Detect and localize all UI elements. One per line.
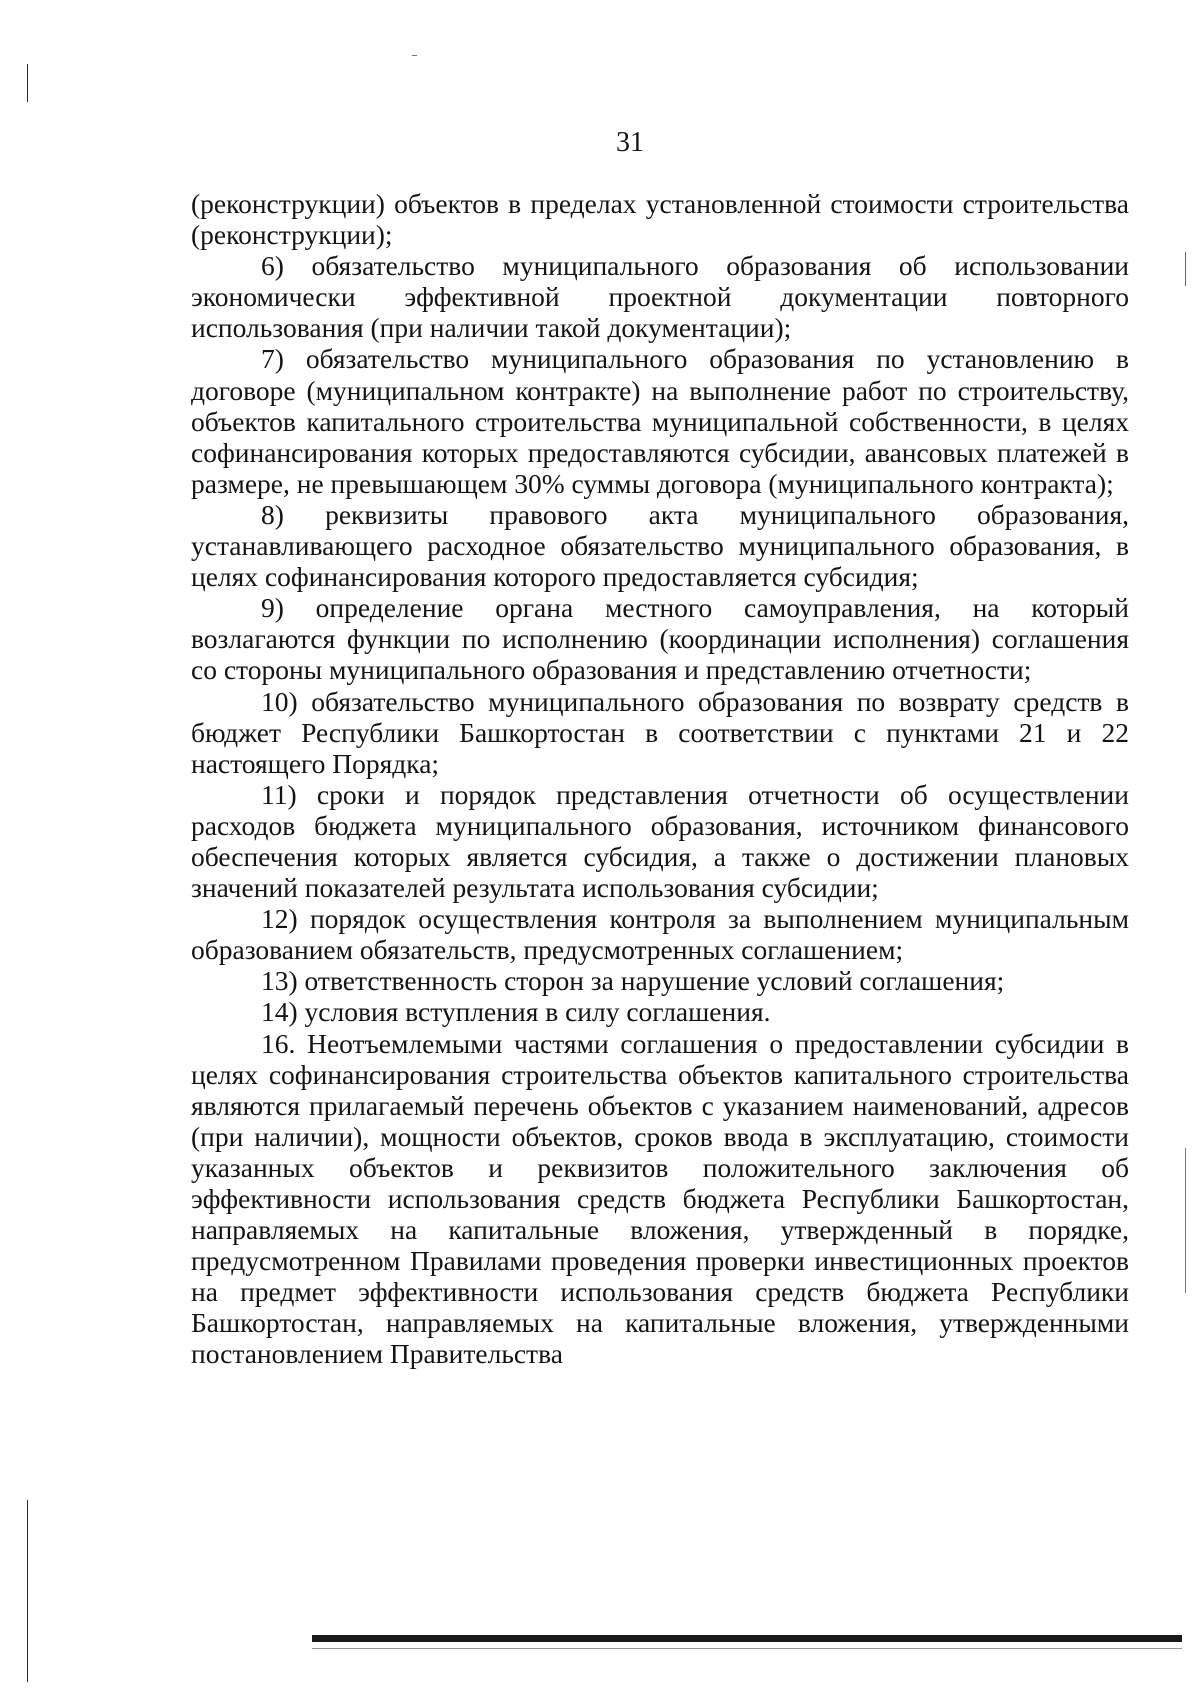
paragraph-item-11: 11) сроки и порядок представления отчетности об осуществлении расходов бюджета муниципального образования, источником финансового обеспечения которых является субсидия, а также о достижении плановых значений показателей результата использования субсидии; <box>191 778 1129 904</box>
bottom-scan-rule <box>312 1635 1182 1642</box>
paragraph-item-12: 12) порядок осуществления контроля за выполнением муниципальным образованием обязательств, предусмотренных соглашением; <box>191 903 1129 966</box>
page-number: 31 <box>616 127 644 158</box>
bottom-scan-rule-thin <box>312 1648 1182 1649</box>
paragraph-item-9: 9) определение органа местного самоуправления, на который возлагаются функции по исполнению (координации исполнения) соглашения со стороны муниципального образования и представлению отчетности; <box>191 592 1129 686</box>
paragraph-continuation: (реконструкции) объектов в пределах установленной стоимости строительства (реконструкции); <box>191 188 1129 251</box>
paragraph-item-8: 8) реквизиты правового акта муниципального образования, устанавливающего расходное обязательство муниципального образования, в целях софинансирования которого предоставляется субсидия; <box>191 498 1129 593</box>
scan-margin-mark-top-left <box>27 64 28 102</box>
paragraph-item-10: 10) обязательство муниципального образования по возврату средств в бюджет Республики Башкортостан в соответствии с пунктами 21 и 22 настоящего Порядка; <box>191 685 1129 779</box>
scan-margin-mark-right-lower <box>1185 1148 1186 1293</box>
scan-dash-top <box>412 55 417 56</box>
paragraph-item-14: 14) условия вступления в силу соглашения. <box>261 996 771 1028</box>
scan-margin-mark-right <box>1185 252 1186 286</box>
paragraph-item-13: 13) ответственность сторон за нарушение условий соглашения; <box>261 965 1005 997</box>
paragraph-section-16: 16. Неотъемлемыми частями соглашения о предоставлении субсидии в целях софинансирования строительства объектов капитального строительства являются прилагаемый перечень объектов с указанием наименований, адресов (при наличии), мощности объектов, сроков ввода в эксплуатацию, стоимости указанных объектов и реквизитов положительного заключения об эффективности использования средств бюджета Республики Башкортостан, направляемых на капитальные вложения, утвержденный в порядке, предусмотренном Правилами проведения проверки инвестиционных проектов на предмет эффективности использования средств бюджета Республики Башкортостан, направляемых на капитальные вложения, утвержденными постановлением Правительства <box>191 1027 1129 1370</box>
scan-margin-mark-bottom-left <box>27 1500 28 1682</box>
paragraph-item-7: 7) обязательство муниципального образования по установлению в договоре (муниципальном контракте) на выполнение работ по строительству, объектов капитального строительства муниципальной собственности, в целях софинансирования которых предоставляются субсидии, авансовых платежей в размере, не превышающем 30% суммы договора (муниципального контракта); <box>191 343 1129 499</box>
paragraph-item-6: 6) обязательство муниципального образования об использовании экономически эффективной проектной документации повторного использования (при наличии такой документации); <box>191 250 1129 344</box>
document-body <box>191 188 1129 1370</box>
